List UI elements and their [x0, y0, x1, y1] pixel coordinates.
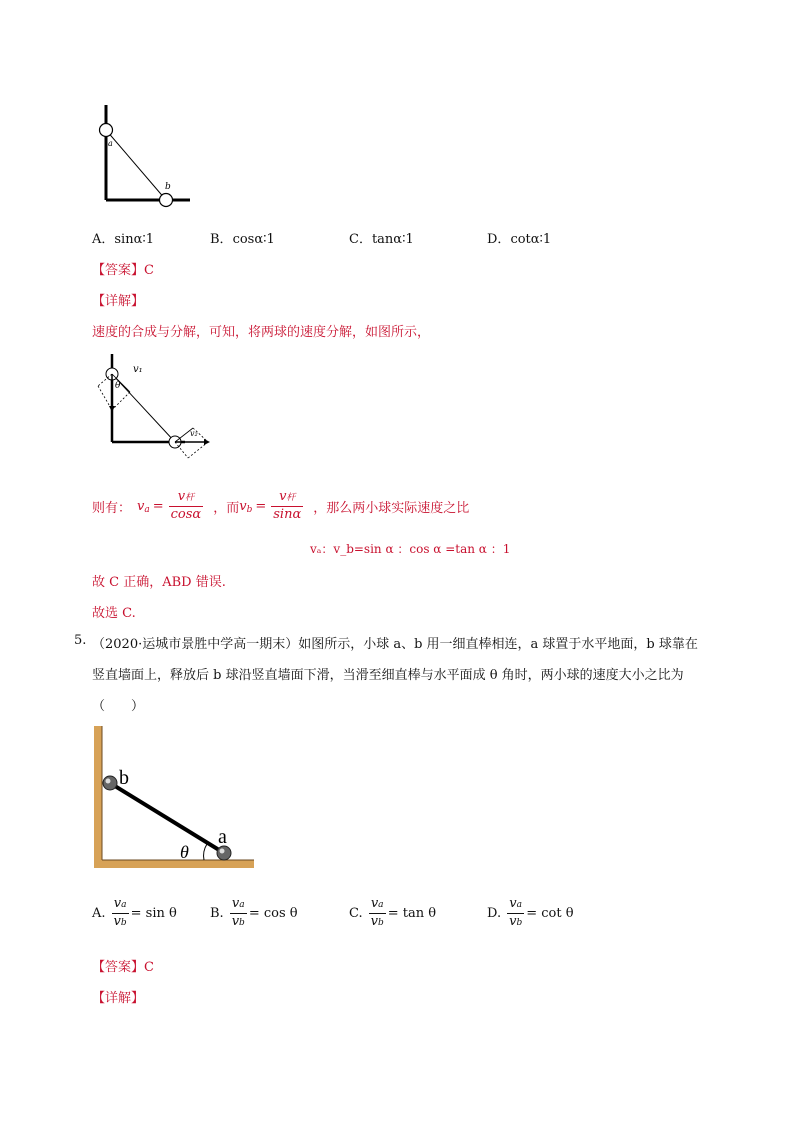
- q5-option-b[interactable]: B. $\frac{va}{vb}$ = cos θ: [210, 896, 298, 929]
- label-a: a: [108, 139, 113, 148]
- q4-detail-label: 【详解】: [92, 294, 145, 309]
- q4-detail-text: 速度的合成与分解，可知，将两球的速度分解，如图所示，: [92, 325, 431, 340]
- label-v2: v₂: [190, 429, 198, 438]
- q5-option-a[interactable]: A. $\frac{va}{vb}$ = sin θ: [92, 896, 177, 929]
- label-b: b: [119, 767, 129, 789]
- label-a: a: [218, 826, 227, 848]
- q5-option-c[interactable]: C. $\frac{va}{vb}$ = tan θ: [349, 896, 437, 929]
- q5-detail-label: 【详解】: [92, 991, 145, 1006]
- q4-option-a[interactable]: A．sinα∶1: [92, 232, 155, 247]
- q5-stem-line2: 竖直墙面上，释放后 b 球沿竖直墙面下滑，当滑至细直棒与水平面成 θ 角时，两小球的速度大小之比为: [92, 668, 684, 683]
- q4-figure-velocity-decomposition: [90, 350, 220, 465]
- q4-equation: 则有： v a = $\frac{\text{v杆}}{\cos\alpha}$ ，而 v b = $\frac{\text{v杆}}{\sin\alpha}$ ，那么两小球实际速度之比: [92, 489, 470, 522]
- label-b: b: [165, 182, 171, 192]
- q5-number: 5.: [74, 633, 87, 648]
- q4-figure-rod-wall: [95, 100, 195, 210]
- label-theta: θ: [180, 842, 189, 862]
- q5-stem-line1: （2020·运城市景胜中学高一期末）如图所示，小球 a、b 用一细直棒相连，a 球置于水平地面，b 球靠在: [92, 637, 698, 652]
- q5-answer: 【答案】C: [92, 960, 154, 975]
- q5-option-d[interactable]: D. $\frac{va}{vb}$ = cot θ: [487, 896, 574, 929]
- q4-option-d[interactable]: D．cotα∶1: [487, 232, 552, 247]
- q4-conclusion-2: 故选 C.: [92, 606, 136, 621]
- q5-stem-line3: （ ）: [92, 699, 145, 714]
- label-v1: v₁: [133, 364, 143, 375]
- q4-conclusion-1: 故 C 正确，ABD 错误.: [92, 575, 226, 590]
- fraction-vb: $\frac{\text{v杆}}{\sin\alpha}$: [273, 489, 302, 522]
- q4-option-b[interactable]: B．cosα∶1: [210, 232, 275, 247]
- label-theta: θ: [115, 381, 121, 391]
- fraction-va: $\frac{\text{v杆}}{\cos\alpha}$: [170, 489, 202, 522]
- q4-answer: 【答案】C: [92, 263, 154, 278]
- q4-option-c[interactable]: C．tanα∶1: [349, 232, 414, 247]
- q5-figure-wall-floor: [92, 722, 257, 872]
- q4-ratio-line: vₐ：v_b=sin α ：cos α =tan α ：1: [310, 542, 511, 556]
